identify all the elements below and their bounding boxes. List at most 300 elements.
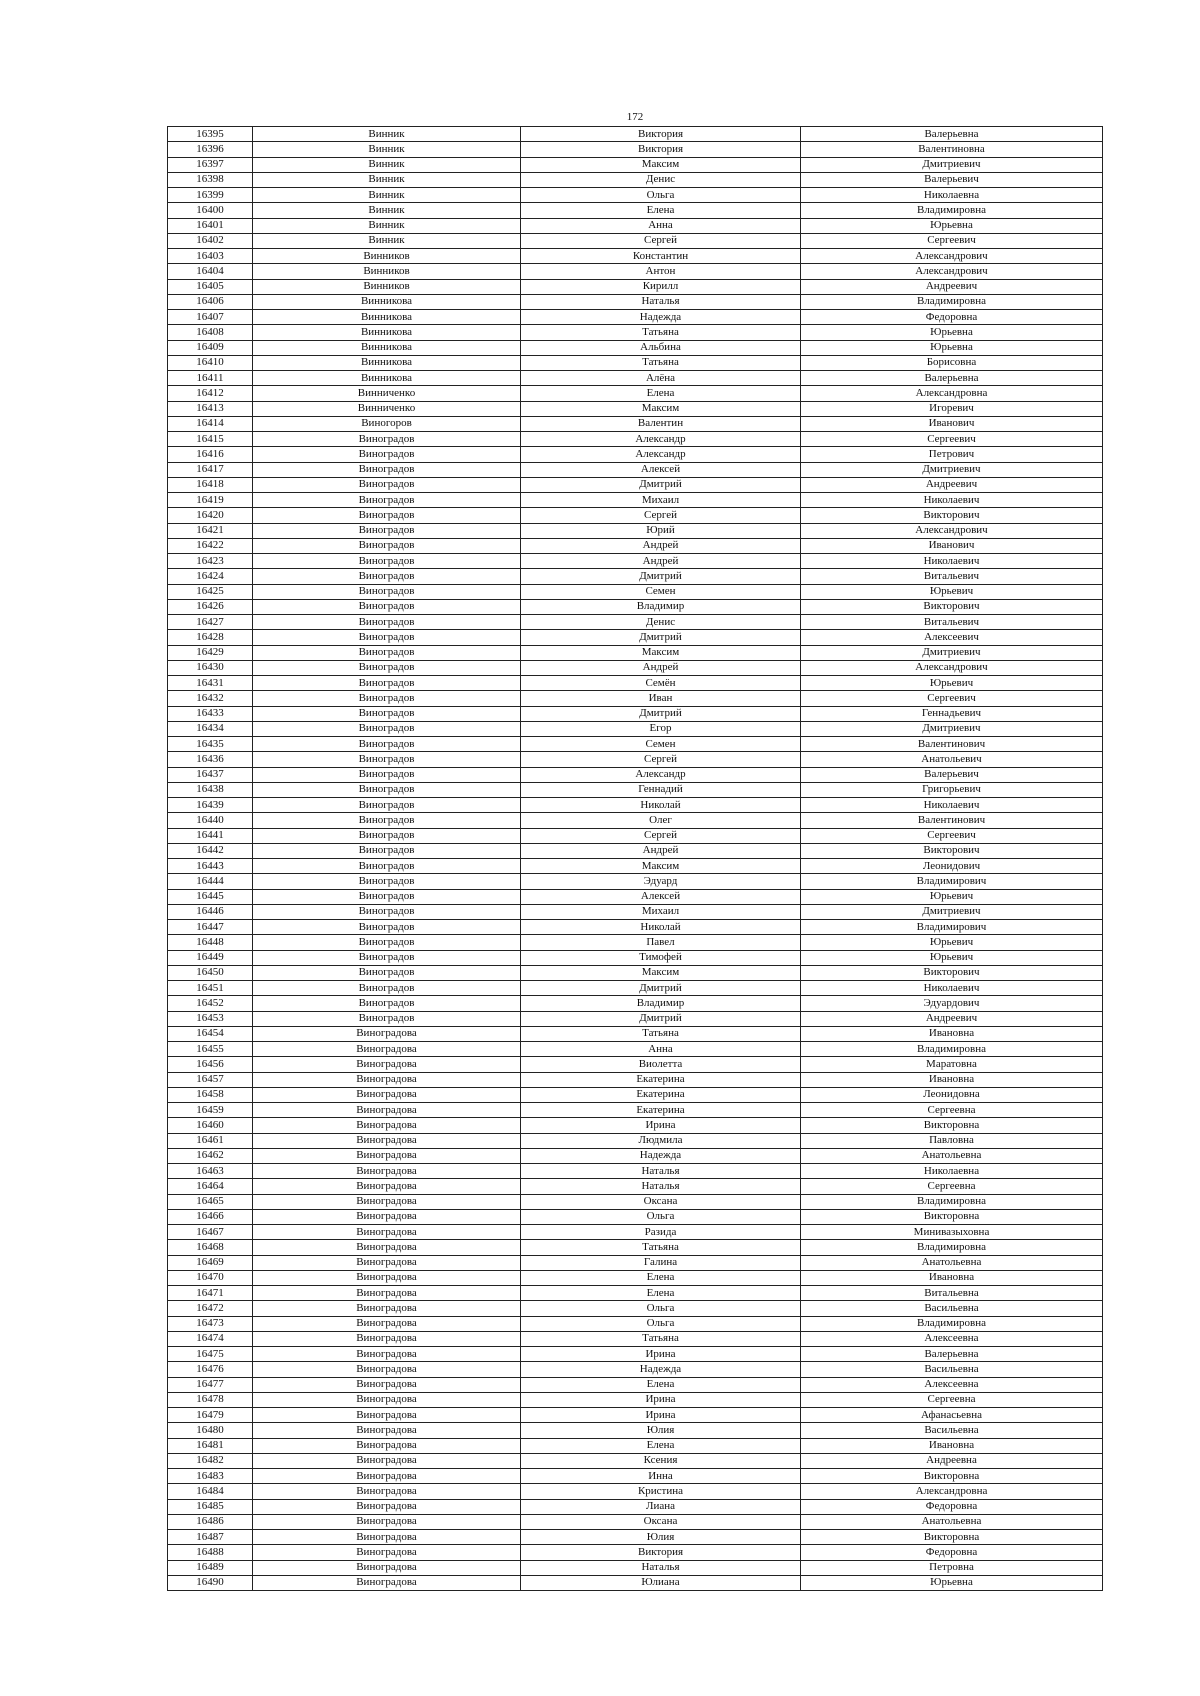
last-name-cell: Виноградов bbox=[253, 1011, 521, 1026]
table-row bbox=[168, 904, 1103, 919]
last-name-cell: Винниченко bbox=[253, 386, 521, 401]
table-row bbox=[168, 1194, 1103, 1209]
first-name-cell: Виктория bbox=[521, 1545, 801, 1560]
table-row bbox=[168, 310, 1103, 325]
last-name-cell: Виноградова bbox=[253, 1286, 521, 1301]
record-number-cell: 16456 bbox=[168, 1057, 253, 1072]
first-name-cell: Ольга bbox=[521, 1301, 801, 1316]
table-row bbox=[168, 1026, 1103, 1041]
patronymic-cell: Петровна bbox=[801, 1560, 1103, 1575]
patronymic-cell: Васильевна bbox=[801, 1301, 1103, 1316]
first-name-cell: Максим bbox=[521, 401, 801, 416]
first-name-cell: Татьяна bbox=[521, 355, 801, 370]
table-row bbox=[168, 721, 1103, 736]
first-name-cell: Эдуард bbox=[521, 874, 801, 889]
patronymic-cell: Сергеевна bbox=[801, 1179, 1103, 1194]
table-row bbox=[168, 1148, 1103, 1163]
patronymic-cell: Викторовна bbox=[801, 1118, 1103, 1133]
table-row bbox=[168, 1408, 1103, 1423]
first-name-cell: Дмитрий bbox=[521, 477, 801, 492]
patronymic-cell: Игоревич bbox=[801, 401, 1103, 416]
record-number-cell: 16472 bbox=[168, 1301, 253, 1316]
last-name-cell: Виноградова bbox=[253, 1194, 521, 1209]
table-row bbox=[168, 828, 1103, 843]
table-row bbox=[168, 325, 1103, 340]
last-name-cell: Виноградова bbox=[253, 1392, 521, 1407]
patronymic-cell: Сергеевна bbox=[801, 1392, 1103, 1407]
record-number-cell: 16453 bbox=[168, 1011, 253, 1026]
last-name-cell: Виноградова bbox=[253, 1453, 521, 1468]
record-number-cell: 16402 bbox=[168, 233, 253, 248]
first-name-cell: Денис bbox=[521, 172, 801, 187]
table-row bbox=[168, 782, 1103, 797]
patronymic-cell: Алексеевна bbox=[801, 1377, 1103, 1392]
first-name-cell: Семён bbox=[521, 676, 801, 691]
first-name-cell: Дмитрий bbox=[521, 1011, 801, 1026]
first-name-cell: Николай bbox=[521, 798, 801, 813]
patronymic-cell: Анатольевич bbox=[801, 752, 1103, 767]
record-number-cell: 16476 bbox=[168, 1362, 253, 1377]
last-name-cell: Виноградова bbox=[253, 1087, 521, 1102]
table-row bbox=[168, 1103, 1103, 1118]
first-name-cell: Ирина bbox=[521, 1118, 801, 1133]
first-name-cell: Альбина bbox=[521, 340, 801, 355]
first-name-cell: Семен bbox=[521, 737, 801, 752]
patronymic-cell: Владимирович bbox=[801, 874, 1103, 889]
patronymic-cell: Александрович bbox=[801, 660, 1103, 675]
record-number-cell: 16443 bbox=[168, 859, 253, 874]
patronymic-cell: Григорьевич bbox=[801, 782, 1103, 797]
last-name-cell: Винникова bbox=[253, 325, 521, 340]
patronymic-cell: Маратовна bbox=[801, 1057, 1103, 1072]
table-row bbox=[168, 584, 1103, 599]
first-name-cell: Ольга bbox=[521, 1209, 801, 1224]
patronymic-cell: Валентинович bbox=[801, 813, 1103, 828]
table-row bbox=[168, 462, 1103, 477]
record-number-cell: 16459 bbox=[168, 1103, 253, 1118]
patronymic-cell: Алексеевна bbox=[801, 1331, 1103, 1346]
table-row bbox=[168, 264, 1103, 279]
table-row bbox=[168, 1362, 1103, 1377]
patronymic-cell: Андреевна bbox=[801, 1453, 1103, 1468]
last-name-cell: Виноградова bbox=[253, 1240, 521, 1255]
last-name-cell: Виноградова bbox=[253, 1301, 521, 1316]
table-row bbox=[168, 569, 1103, 584]
record-number-cell: 16422 bbox=[168, 538, 253, 553]
patronymic-cell: Сергеевич bbox=[801, 233, 1103, 248]
table-row bbox=[168, 1072, 1103, 1087]
record-number-cell: 16434 bbox=[168, 721, 253, 736]
first-name-cell: Наталья bbox=[521, 1560, 801, 1575]
patronymic-cell: Валерьевна bbox=[801, 371, 1103, 386]
patronymic-cell: Юрьевич bbox=[801, 676, 1103, 691]
record-number-cell: 16455 bbox=[168, 1042, 253, 1057]
table-row bbox=[168, 1347, 1103, 1362]
patronymic-cell: Валерьевич bbox=[801, 172, 1103, 187]
record-number-cell: 16442 bbox=[168, 843, 253, 858]
first-name-cell: Виктория bbox=[521, 127, 801, 142]
record-number-cell: 16451 bbox=[168, 981, 253, 996]
table-row bbox=[168, 1118, 1103, 1133]
last-name-cell: Винникова bbox=[253, 371, 521, 386]
patronymic-cell: Валерьевна bbox=[801, 127, 1103, 142]
table-row bbox=[168, 1484, 1103, 1499]
first-name-cell: Олег bbox=[521, 813, 801, 828]
first-name-cell: Александр bbox=[521, 447, 801, 462]
last-name-cell: Виноградов bbox=[253, 981, 521, 996]
first-name-cell: Дмитрий bbox=[521, 630, 801, 645]
table-row bbox=[168, 1042, 1103, 1057]
table-row bbox=[168, 1301, 1103, 1316]
last-name-cell: Виноградова bbox=[253, 1514, 521, 1529]
first-name-cell: Ирина bbox=[521, 1347, 801, 1362]
table-row bbox=[168, 1240, 1103, 1255]
first-name-cell: Наталья bbox=[521, 1179, 801, 1194]
table-row bbox=[168, 676, 1103, 691]
patronymic-cell: Владимировна bbox=[801, 203, 1103, 218]
patronymic-cell: Федоровна bbox=[801, 310, 1103, 325]
record-number-cell: 16471 bbox=[168, 1286, 253, 1301]
last-name-cell: Виноградова bbox=[253, 1575, 521, 1590]
page-number: 172 bbox=[626, 111, 644, 123]
table-row bbox=[168, 416, 1103, 431]
first-name-cell: Наталья bbox=[521, 1164, 801, 1179]
patronymic-cell: Леонидович bbox=[801, 859, 1103, 874]
last-name-cell: Виноградов bbox=[253, 477, 521, 492]
first-name-cell: Егор bbox=[521, 721, 801, 736]
first-name-cell: Михаил bbox=[521, 493, 801, 508]
last-name-cell: Винников bbox=[253, 264, 521, 279]
patronymic-cell: Александрович bbox=[801, 249, 1103, 264]
first-name-cell: Максим bbox=[521, 645, 801, 660]
last-name-cell: Винник bbox=[253, 142, 521, 157]
record-number-cell: 16400 bbox=[168, 203, 253, 218]
record-number-cell: 16487 bbox=[168, 1530, 253, 1545]
last-name-cell: Винников bbox=[253, 249, 521, 264]
patronymic-cell: Юрьевич bbox=[801, 935, 1103, 950]
record-number-cell: 16485 bbox=[168, 1499, 253, 1514]
record-number-cell: 16397 bbox=[168, 157, 253, 172]
first-name-cell: Надежда bbox=[521, 1362, 801, 1377]
table-row bbox=[168, 157, 1103, 172]
last-name-cell: Виноградов bbox=[253, 965, 521, 980]
last-name-cell: Виноградов bbox=[253, 737, 521, 752]
last-name-cell: Виноградова bbox=[253, 1560, 521, 1575]
first-name-cell: Татьяна bbox=[521, 1240, 801, 1255]
record-number-cell: 16461 bbox=[168, 1133, 253, 1148]
patronymic-cell: Николаевич bbox=[801, 798, 1103, 813]
last-name-cell: Виноградов bbox=[253, 447, 521, 462]
table-row bbox=[168, 1331, 1103, 1346]
last-name-cell: Виноградов bbox=[253, 584, 521, 599]
last-name-cell: Виноградова bbox=[253, 1225, 521, 1240]
record-number-cell: 16490 bbox=[168, 1575, 253, 1590]
patronymic-cell: Анатольевна bbox=[801, 1255, 1103, 1270]
patronymic-cell: Валерьевич bbox=[801, 767, 1103, 782]
last-name-cell: Виноградова bbox=[253, 1255, 521, 1270]
last-name-cell: Виноградова bbox=[253, 1316, 521, 1331]
table-row bbox=[168, 1164, 1103, 1179]
last-name-cell: Виноградова bbox=[253, 1362, 521, 1377]
first-name-cell: Алексей bbox=[521, 889, 801, 904]
last-name-cell: Виноградова bbox=[253, 1530, 521, 1545]
first-name-cell: Елена bbox=[521, 1377, 801, 1392]
last-name-cell: Виноградова bbox=[253, 1118, 521, 1133]
first-name-cell: Антон bbox=[521, 264, 801, 279]
patronymic-cell: Павловна bbox=[801, 1133, 1103, 1148]
record-number-cell: 16462 bbox=[168, 1148, 253, 1163]
record-number-cell: 16406 bbox=[168, 294, 253, 309]
table-row bbox=[168, 950, 1103, 965]
first-name-cell: Татьяна bbox=[521, 1331, 801, 1346]
last-name-cell: Виноградова bbox=[253, 1408, 521, 1423]
record-number-cell: 16452 bbox=[168, 996, 253, 1011]
last-name-cell: Виноградов bbox=[253, 554, 521, 569]
record-number-cell: 16488 bbox=[168, 1545, 253, 1560]
last-name-cell: Виноградов bbox=[253, 615, 521, 630]
first-name-cell: Геннадий bbox=[521, 782, 801, 797]
patronymic-cell: Юрьевич bbox=[801, 889, 1103, 904]
table-row bbox=[168, 432, 1103, 447]
table-row bbox=[168, 813, 1103, 828]
first-name-cell: Сергей bbox=[521, 233, 801, 248]
table-row bbox=[168, 401, 1103, 416]
patronymic-cell: Сергеевич bbox=[801, 691, 1103, 706]
first-name-cell: Николай bbox=[521, 920, 801, 935]
first-name-cell: Павел bbox=[521, 935, 801, 950]
record-number-cell: 16464 bbox=[168, 1179, 253, 1194]
patronymic-cell: Владимировна bbox=[801, 294, 1103, 309]
patronymic-cell: Дмитриевич bbox=[801, 645, 1103, 660]
record-number-cell: 16470 bbox=[168, 1270, 253, 1285]
table-row bbox=[168, 249, 1103, 264]
table-row bbox=[168, 371, 1103, 386]
record-number-cell: 16483 bbox=[168, 1469, 253, 1484]
table-row bbox=[168, 1453, 1103, 1468]
record-number-cell: 16423 bbox=[168, 554, 253, 569]
record-number-cell: 16438 bbox=[168, 782, 253, 797]
record-number-cell: 16450 bbox=[168, 965, 253, 980]
table-row bbox=[168, 935, 1103, 950]
patronymic-cell: Николаевич bbox=[801, 554, 1103, 569]
record-number-cell: 16396 bbox=[168, 142, 253, 157]
table-row bbox=[168, 981, 1103, 996]
patronymic-cell: Витальевич bbox=[801, 569, 1103, 584]
first-name-cell: Екатерина bbox=[521, 1103, 801, 1118]
last-name-cell: Винник bbox=[253, 172, 521, 187]
record-number-cell: 16430 bbox=[168, 660, 253, 675]
record-number-cell: 16457 bbox=[168, 1072, 253, 1087]
record-number-cell: 16441 bbox=[168, 828, 253, 843]
record-number-cell: 16425 bbox=[168, 584, 253, 599]
first-name-cell: Максим bbox=[521, 859, 801, 874]
patronymic-cell: Юрьевна bbox=[801, 1575, 1103, 1590]
first-name-cell: Разида bbox=[521, 1225, 801, 1240]
last-name-cell: Виноградов bbox=[253, 767, 521, 782]
last-name-cell: Виноградов bbox=[253, 843, 521, 858]
record-number-cell: 16429 bbox=[168, 645, 253, 660]
table-row bbox=[168, 538, 1103, 553]
table-row bbox=[168, 920, 1103, 935]
last-name-cell: Виноградова bbox=[253, 1148, 521, 1163]
table-row bbox=[168, 1514, 1103, 1529]
last-name-cell: Винник bbox=[253, 188, 521, 203]
first-name-cell: Лиана bbox=[521, 1499, 801, 1514]
table-row bbox=[168, 996, 1103, 1011]
patronymic-cell: Юрьевна bbox=[801, 325, 1103, 340]
table-row bbox=[168, 142, 1103, 157]
table-row bbox=[168, 477, 1103, 492]
table-row bbox=[168, 1499, 1103, 1514]
last-name-cell: Виноградов bbox=[253, 660, 521, 675]
patronymic-cell: Александрович bbox=[801, 523, 1103, 538]
record-number-cell: 16424 bbox=[168, 569, 253, 584]
last-name-cell: Винник bbox=[253, 233, 521, 248]
record-number-cell: 16405 bbox=[168, 279, 253, 294]
table-row bbox=[168, 1270, 1103, 1285]
first-name-cell: Виктория bbox=[521, 142, 801, 157]
first-name-cell: Сергей bbox=[521, 508, 801, 523]
table-row bbox=[168, 1316, 1103, 1331]
record-number-cell: 16473 bbox=[168, 1316, 253, 1331]
last-name-cell: Виноградов bbox=[253, 782, 521, 797]
patronymic-cell: Ивановна bbox=[801, 1270, 1103, 1285]
patronymic-cell: Сергеевна bbox=[801, 1103, 1103, 1118]
record-number-cell: 16410 bbox=[168, 355, 253, 370]
record-number-cell: 16431 bbox=[168, 676, 253, 691]
first-name-cell: Дмитрий bbox=[521, 981, 801, 996]
patronymic-cell: Леонидовна bbox=[801, 1087, 1103, 1102]
table-row bbox=[168, 874, 1103, 889]
table-row bbox=[168, 798, 1103, 813]
record-number-cell: 16418 bbox=[168, 477, 253, 492]
table-row bbox=[168, 508, 1103, 523]
record-number-cell: 16435 bbox=[168, 737, 253, 752]
registry-table bbox=[167, 126, 1103, 1591]
patronymic-cell: Владимировна bbox=[801, 1240, 1103, 1255]
table-row bbox=[168, 1560, 1103, 1575]
first-name-cell: Денис bbox=[521, 615, 801, 630]
table-row bbox=[168, 889, 1103, 904]
table-row bbox=[168, 1423, 1103, 1438]
patronymic-cell: Юрьевна bbox=[801, 340, 1103, 355]
patronymic-cell: Александровна bbox=[801, 386, 1103, 401]
record-number-cell: 16436 bbox=[168, 752, 253, 767]
record-number-cell: 16467 bbox=[168, 1225, 253, 1240]
table-row bbox=[168, 172, 1103, 187]
last-name-cell: Виноградов bbox=[253, 691, 521, 706]
first-name-cell: Надежда bbox=[521, 310, 801, 325]
table-row bbox=[168, 127, 1103, 142]
first-name-cell: Ирина bbox=[521, 1408, 801, 1423]
record-number-cell: 16481 bbox=[168, 1438, 253, 1453]
first-name-cell: Владимир bbox=[521, 996, 801, 1011]
record-number-cell: 16489 bbox=[168, 1560, 253, 1575]
record-number-cell: 16415 bbox=[168, 432, 253, 447]
first-name-cell: Алексей bbox=[521, 462, 801, 477]
record-number-cell: 16478 bbox=[168, 1392, 253, 1407]
table-row bbox=[168, 706, 1103, 721]
last-name-cell: Винник bbox=[253, 157, 521, 172]
first-name-cell: Кристина bbox=[521, 1484, 801, 1499]
patronymic-cell: Владимировна bbox=[801, 1316, 1103, 1331]
last-name-cell: Виноградов bbox=[253, 493, 521, 508]
record-number-cell: 16469 bbox=[168, 1255, 253, 1270]
table-row bbox=[168, 1087, 1103, 1102]
record-number-cell: 16433 bbox=[168, 706, 253, 721]
first-name-cell: Максим bbox=[521, 965, 801, 980]
first-name-cell: Инна bbox=[521, 1469, 801, 1484]
table-row bbox=[168, 1575, 1103, 1590]
table-row bbox=[168, 1225, 1103, 1240]
table-row bbox=[168, 1057, 1103, 1072]
first-name-cell: Елена bbox=[521, 203, 801, 218]
first-name-cell: Екатерина bbox=[521, 1072, 801, 1087]
last-name-cell: Виноградов bbox=[253, 752, 521, 767]
record-number-cell: 16417 bbox=[168, 462, 253, 477]
patronymic-cell: Юрьевич bbox=[801, 950, 1103, 965]
last-name-cell: Виноградова bbox=[253, 1209, 521, 1224]
last-name-cell: Виноградов bbox=[253, 676, 521, 691]
record-number-cell: 16460 bbox=[168, 1118, 253, 1133]
last-name-cell: Виноградов bbox=[253, 904, 521, 919]
record-number-cell: 16419 bbox=[168, 493, 253, 508]
patronymic-cell: Владимирович bbox=[801, 920, 1103, 935]
patronymic-cell: Сергеевич bbox=[801, 432, 1103, 447]
last-name-cell: Винникова bbox=[253, 294, 521, 309]
record-number-cell: 16409 bbox=[168, 340, 253, 355]
first-name-cell: Галина bbox=[521, 1255, 801, 1270]
last-name-cell: Виноградов bbox=[253, 813, 521, 828]
record-number-cell: 16421 bbox=[168, 523, 253, 538]
record-number-cell: 16401 bbox=[168, 218, 253, 233]
record-number-cell: 16439 bbox=[168, 798, 253, 813]
record-number-cell: 16468 bbox=[168, 1240, 253, 1255]
record-number-cell: 16426 bbox=[168, 599, 253, 614]
patronymic-cell: Викторович bbox=[801, 508, 1103, 523]
first-name-cell: Юлиана bbox=[521, 1575, 801, 1590]
record-number-cell: 16412 bbox=[168, 386, 253, 401]
first-name-cell: Андрей bbox=[521, 843, 801, 858]
patronymic-cell: Ивановна bbox=[801, 1438, 1103, 1453]
last-name-cell: Виноградов bbox=[253, 569, 521, 584]
first-name-cell: Валентин bbox=[521, 416, 801, 431]
table-row bbox=[168, 1530, 1103, 1545]
last-name-cell: Виноградов bbox=[253, 798, 521, 813]
last-name-cell: Виноградов bbox=[253, 538, 521, 553]
last-name-cell: Винникова bbox=[253, 310, 521, 325]
last-name-cell: Виноградова bbox=[253, 1423, 521, 1438]
record-number-cell: 16407 bbox=[168, 310, 253, 325]
patronymic-cell: Дмитриевич bbox=[801, 462, 1103, 477]
patronymic-cell: Александрович bbox=[801, 264, 1103, 279]
table-row bbox=[168, 355, 1103, 370]
patronymic-cell: Афанасьевна bbox=[801, 1408, 1103, 1423]
last-name-cell: Виноградов bbox=[253, 462, 521, 477]
record-number-cell: 16399 bbox=[168, 188, 253, 203]
record-number-cell: 16414 bbox=[168, 416, 253, 431]
table-row bbox=[168, 737, 1103, 752]
table-row bbox=[168, 843, 1103, 858]
table-row bbox=[168, 1392, 1103, 1407]
patronymic-cell: Федоровна bbox=[801, 1545, 1103, 1560]
first-name-cell: Дмитрий bbox=[521, 706, 801, 721]
record-number-cell: 16475 bbox=[168, 1347, 253, 1362]
first-name-cell: Александр bbox=[521, 432, 801, 447]
record-number-cell: 16480 bbox=[168, 1423, 253, 1438]
record-number-cell: 16395 bbox=[168, 127, 253, 142]
last-name-cell: Виноградов bbox=[253, 874, 521, 889]
